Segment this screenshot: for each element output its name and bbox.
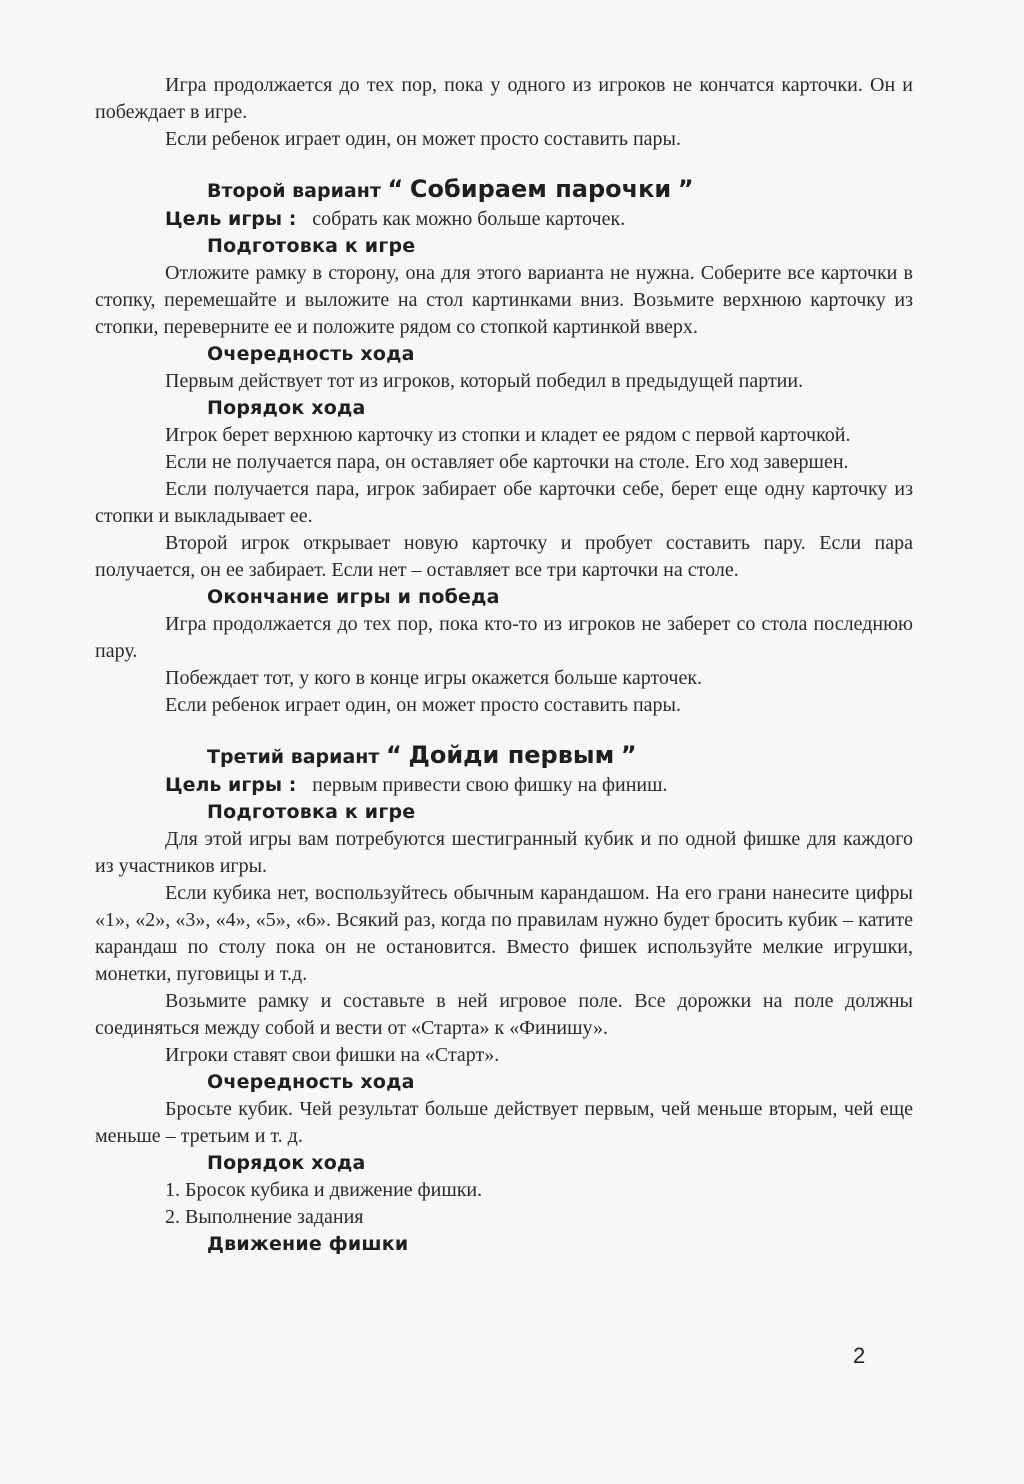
variant-name: Дойди первым <box>408 741 615 769</box>
goal-text: первым привести свою фишку на финиш. <box>312 774 668 796</box>
paragraph: Если ребенок играет один, он может просто составить пары. <box>165 694 681 716</box>
section-heading: Очередность хода <box>207 1071 415 1093</box>
goal-line <box>165 772 913 799</box>
goal-label: Цель игры : <box>165 208 297 230</box>
open-quote: “ <box>386 741 402 769</box>
goal-line <box>165 206 913 233</box>
goal-label: Цель игры : <box>165 774 297 796</box>
page-number: 2 <box>853 1343 866 1368</box>
list-item: 2. Выполнение задания <box>165 1206 364 1228</box>
section-heading: Очередность хода <box>207 343 415 365</box>
goal-text: собрать как можно больше карточек. <box>312 208 626 230</box>
variant-2-heading <box>207 174 913 206</box>
close-quote: ” <box>620 741 637 769</box>
paragraph: Бросьте кубик. Чей результат больше действует первым, чей меньше вторым, чей еще меньше – третьим и т. д. <box>95 1098 913 1147</box>
page-content <box>95 72 913 1258</box>
section-heading: Подготовка к игре <box>207 801 416 823</box>
paragraph: Первым действует тот из игроков, который победил в предыдущей партии. <box>165 370 804 392</box>
paragraph: Второй игрок открывает новую карточку и пробует составить пару. Если пара получается, он ее забирает. Если нет – оставляет все три карточки на столе. <box>95 532 913 581</box>
variant-prefix: Второй вариант <box>207 180 381 202</box>
variant-name: Собираем парочки <box>409 175 672 203</box>
close-quote: ” <box>677 175 694 203</box>
section-heading: Окончание игры и победа <box>207 586 500 608</box>
paragraph: Игроки ставят свои фишки на «Старт». <box>165 1044 500 1066</box>
paragraph: Игра продолжается до тех пор, пока у одного из игроков не кончатся карточки. Он и побеждает в игре. <box>95 74 913 123</box>
variant-prefix: Третий вариант <box>207 746 380 768</box>
paragraph: Если ребенок играет один, он может просто составить пары. <box>165 128 681 150</box>
paragraph: Если получается пара, игрок забирает обе карточки себе, берет еще одну карточку из стопки и выкладывает ее. <box>95 478 913 527</box>
section-heading: Порядок хода <box>207 397 366 419</box>
paragraph: Для этой игры вам потребуются шестигранный кубик и по одной фишке для каждого из участников игры. <box>95 828 913 877</box>
open-quote: “ <box>387 175 404 203</box>
section-heading: Движение фишки <box>207 1233 409 1255</box>
paragraph: Отложите рамку в сторону, она для этого варианта не нужна. Соберите все карточки в стопку, перемешайте и выложите на стол картинками вниз. Возьмите верхнюю карточку из стопки, переверните ее и положите рядом со стопкой картинкой вверх. <box>95 262 913 338</box>
section-heading: Порядок хода <box>207 1152 366 1174</box>
variant-3-heading <box>207 740 913 772</box>
paragraph: Игрок берет верхнюю карточку из стопки и кладет ее рядом с первой карточкой. <box>165 424 851 446</box>
section-heading: Подготовка к игре <box>207 235 416 257</box>
paragraph: Возьмите рамку и составьте в ней игровое поле. Все дорожки на поле должны соединяться между собой и вести от «Старта» к «Финишу». <box>95 990 913 1039</box>
paragraph: Побеждает тот, у кого в конце игры окажется больше карточек. <box>165 667 703 689</box>
list-item: 1. Бросок кубика и движение фишки. <box>165 1179 483 1201</box>
paragraph: Если кубика нет, воспользуйтесь обычным карандашом. На его грани нанесите цифры «1», «2», «3», «4», «5», «6». Всякий раз, когда по правилам нужно будет бросить кубик – катите карандаш по столу пока он не остановится. Вместо фишек используйте мелкие игрушки, монетки, пуговицы и т.д. <box>95 882 913 985</box>
paragraph: Игра продолжается до тех пор, пока кто-то из игроков не заберет со стола последнюю пару. <box>95 613 913 662</box>
paragraph: Если не получается пара, он оставляет обе карточки на столе. Его ход завершен. <box>165 451 849 473</box>
